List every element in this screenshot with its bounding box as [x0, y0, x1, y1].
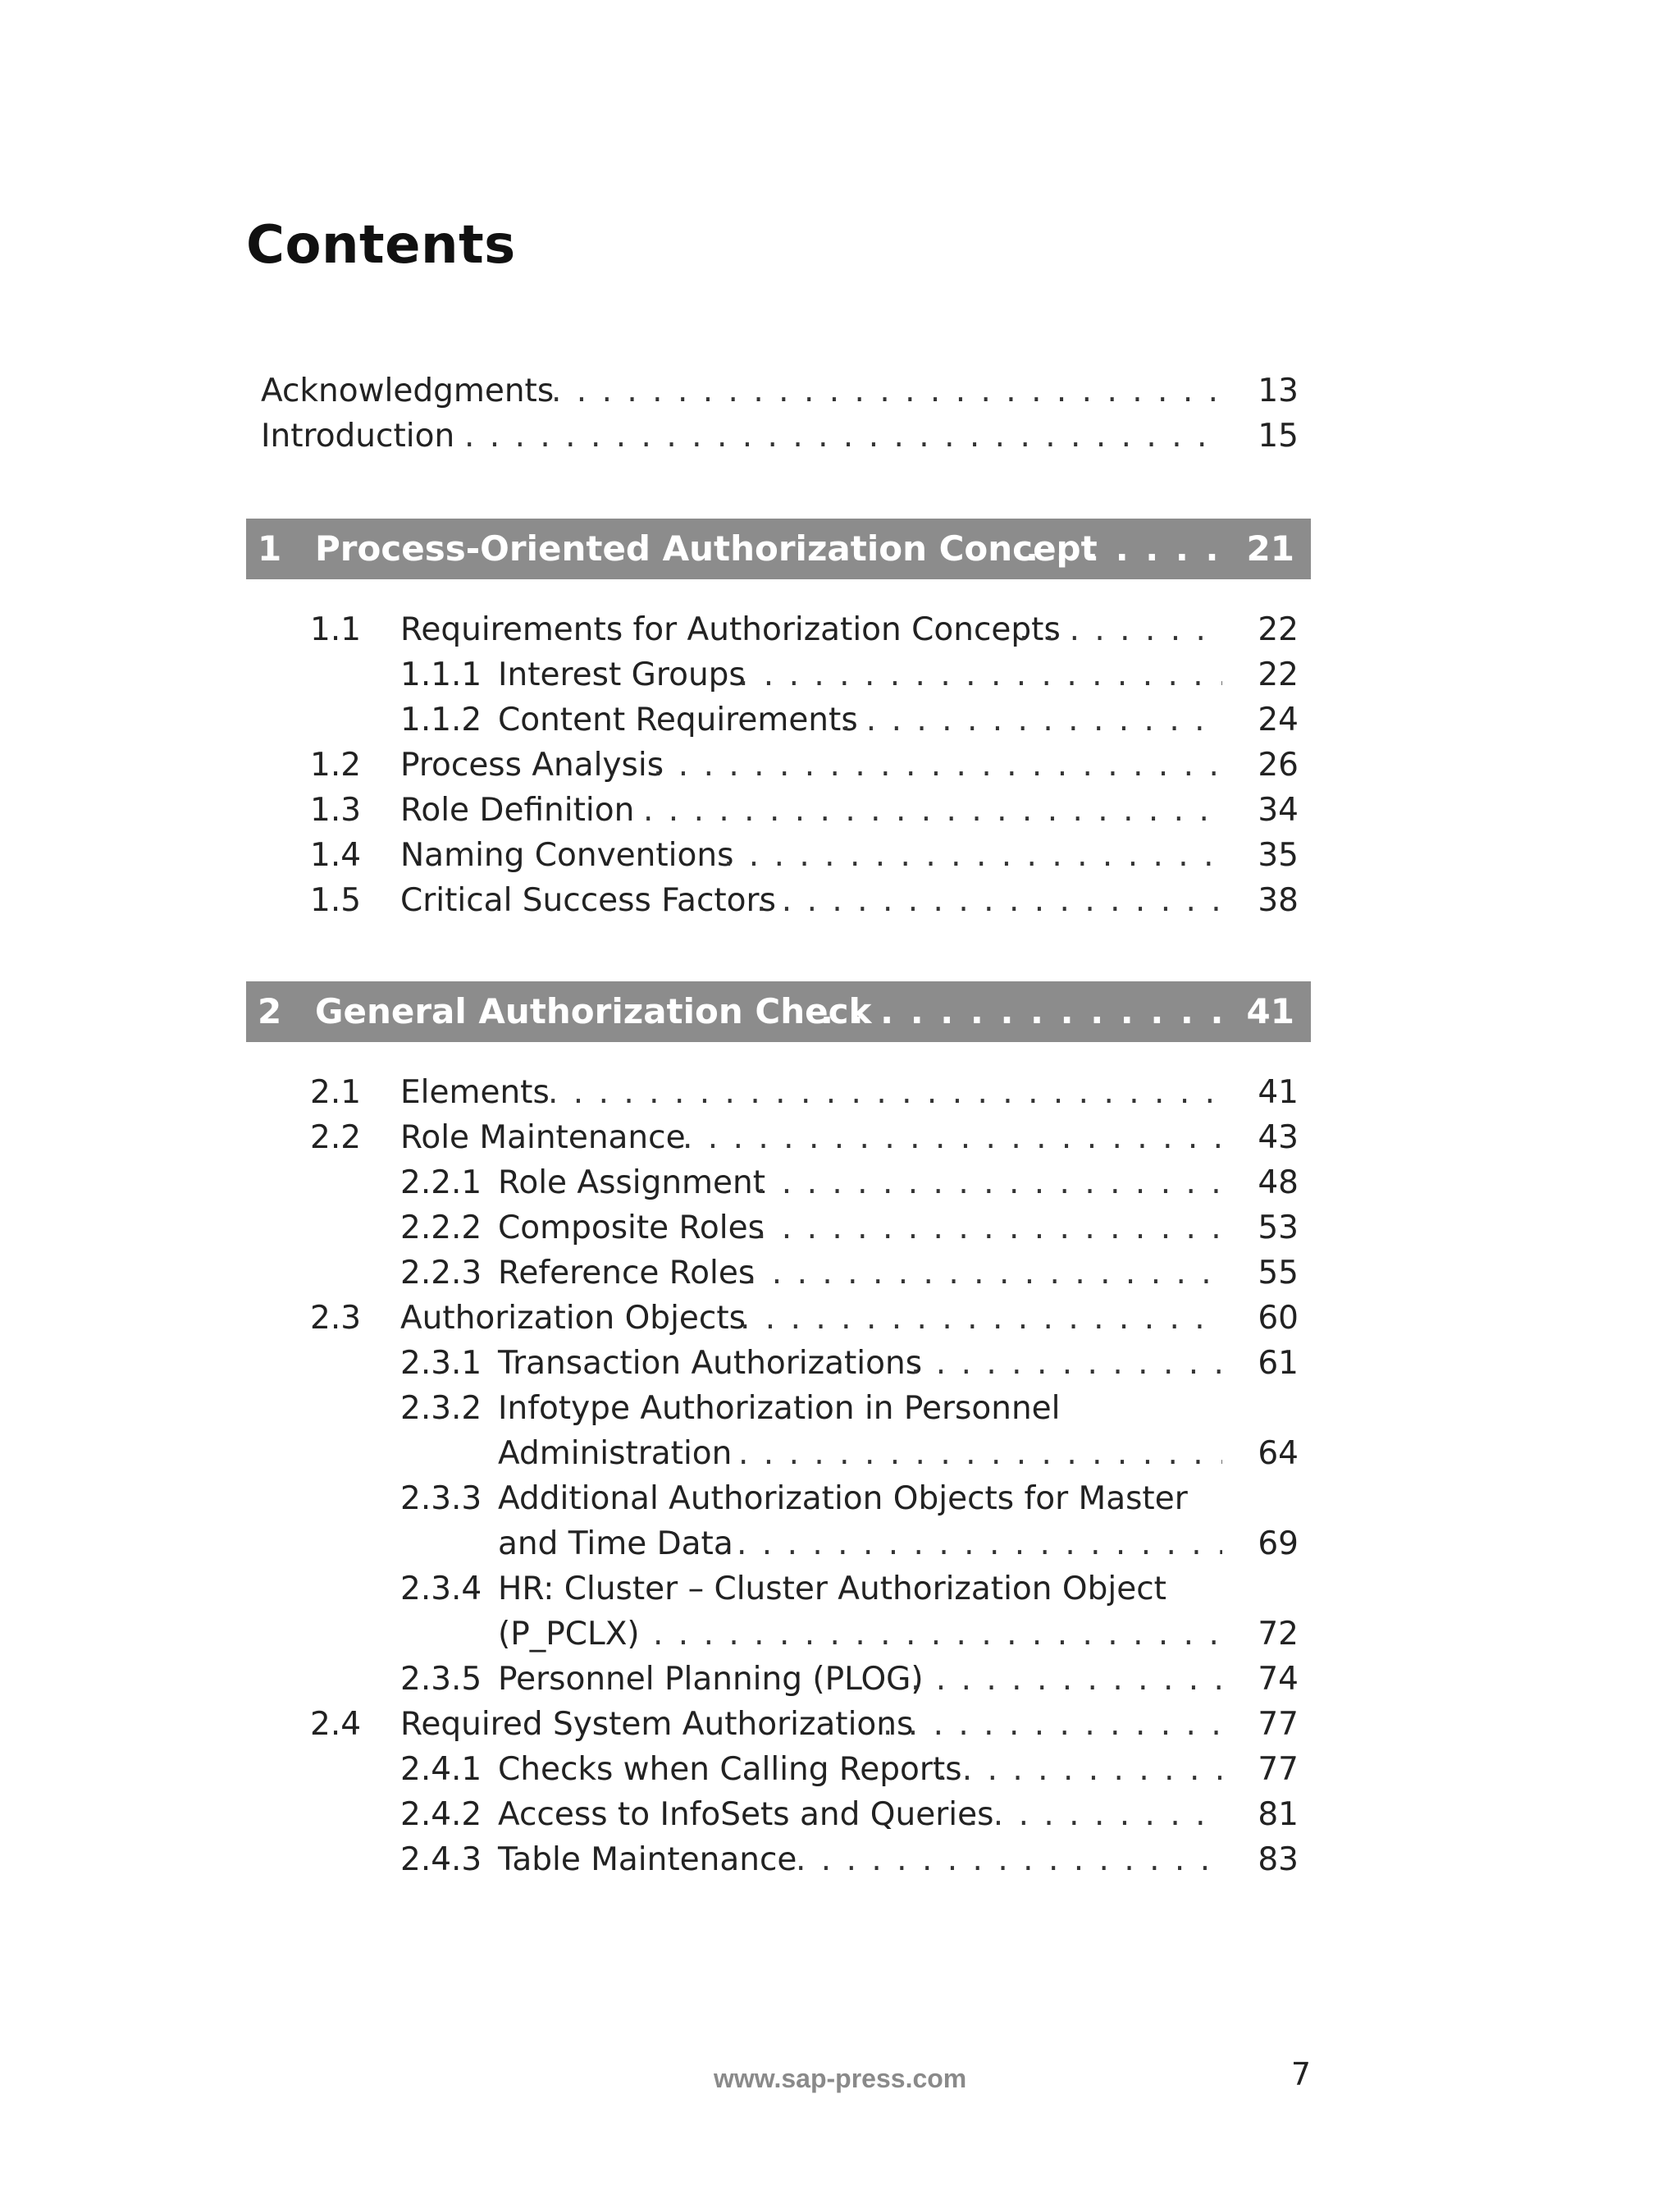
subsection-page: 74: [1258, 1661, 1299, 1698]
toc-entry[interactable]: [0, 1071, 1680, 1115]
leader-dots: [911, 1342, 1222, 1386]
subsection-number: 2.2.2: [400, 1209, 482, 1246]
subsection-number: 2.3.1: [400, 1345, 482, 1382]
subsection-number: 2.3.2: [400, 1390, 482, 1427]
leader-dots: [1025, 519, 1222, 579]
subsection-label: Infotype Authorization in Personnel: [498, 1390, 1061, 1427]
leader-dots: [841, 698, 1222, 743]
section-page: 77: [1258, 1706, 1299, 1743]
subsection-label: Transaction Authorizations: [498, 1345, 923, 1382]
leader-dots: [746, 1251, 1222, 1296]
subsection-label: Access to InfoSets and Queries: [498, 1796, 994, 1833]
section-label: Process Analysis: [400, 747, 664, 784]
toc-entry-label: Acknowledgments: [261, 373, 555, 409]
toc-entry[interactable]: [0, 834, 1680, 878]
toc-entry[interactable]: [0, 1296, 1680, 1341]
section-page: 34: [1258, 792, 1299, 829]
page-title: Contents: [246, 215, 516, 276]
subsection-page: 53: [1258, 1209, 1299, 1246]
leader-dots: [464, 414, 1222, 459]
leader-dots: [911, 1657, 1222, 1702]
section-label: Elements: [400, 1074, 550, 1111]
subsection-label: Checks when Calling Reports: [498, 1751, 962, 1788]
leader-dots: [796, 1838, 1222, 1882]
toc-entry-page: 13: [1258, 373, 1299, 409]
leader-dots: [820, 981, 1222, 1042]
subsection-number: 2.3.3: [400, 1480, 482, 1517]
subsection-number: 2.2.1: [400, 1164, 482, 1201]
chapter-page: 21: [1246, 528, 1294, 569]
subsection-page: 61: [1258, 1345, 1299, 1382]
toc-entry-acknowledgments[interactable]: [0, 369, 1680, 414]
leader-dots: [937, 1748, 1222, 1792]
subsection-number: 1.1.1: [400, 656, 482, 693]
toc-entry[interactable]: [0, 1342, 1680, 1386]
leader-dots: [643, 789, 1222, 833]
section-number: 2.2: [310, 1119, 362, 1156]
leader-dots: [653, 743, 1222, 788]
toc-entry[interactable]: [0, 1161, 1680, 1205]
toc-entry[interactable]: [0, 1477, 1680, 1521]
section-number: 2.4: [310, 1706, 362, 1743]
toc-entry[interactable]: [0, 879, 1680, 923]
toc-entry-page: 15: [1258, 418, 1299, 455]
chapter-page: 41: [1246, 991, 1294, 1031]
subsection-label: Composite Roles: [498, 1209, 765, 1246]
section-label: Role Definition: [400, 792, 635, 829]
subsection-label: Additional Authorization Objects for Master: [498, 1480, 1188, 1517]
subsection-label: Role Assignment: [498, 1164, 766, 1201]
section-number: 2.1: [310, 1074, 362, 1111]
section-number: 1.4: [310, 837, 362, 874]
subsection-label-continued: Administration: [498, 1435, 733, 1472]
section-page: 43: [1258, 1119, 1299, 1156]
section-number: 1.2: [310, 747, 362, 784]
subsection-page: 48: [1258, 1164, 1299, 1201]
leader-dots: [756, 1206, 1222, 1250]
leader-dots: [737, 1522, 1222, 1566]
subsection-number: 2.4.3: [400, 1841, 482, 1878]
subsection-label-continued: and Time Data: [498, 1525, 733, 1562]
leader-dots: [724, 834, 1222, 878]
section-page: 35: [1258, 837, 1299, 874]
section-label: Authorization Objects: [400, 1300, 746, 1337]
leader-dots: [1019, 608, 1222, 652]
section-number: 1.1: [310, 611, 362, 648]
chapter-heading-1[interactable]: [246, 519, 1311, 579]
chapter-number: 2: [258, 991, 282, 1031]
section-page: 26: [1258, 747, 1299, 784]
section-label: Role Maintenance: [400, 1119, 686, 1156]
subsection-number: 2.3.5: [400, 1661, 482, 1698]
toc-entry[interactable]: [0, 1657, 1680, 1702]
toc-entry[interactable]: [0, 1703, 1680, 1747]
subsection-page: 72: [1258, 1616, 1299, 1653]
leader-dots: [968, 1793, 1222, 1837]
subsection-number: 2.4.2: [400, 1796, 482, 1833]
toc-entry[interactable]: [0, 743, 1680, 788]
chapter-number: 1: [258, 528, 282, 569]
chapter-title: General Authorization Check: [315, 991, 872, 1031]
toc-entry-continuation[interactable]: [0, 1612, 1680, 1657]
section-page: 41: [1258, 1074, 1299, 1111]
subsection-label: Reference Roles: [498, 1255, 756, 1292]
subsection-page: 77: [1258, 1751, 1299, 1788]
subsection-label: Personnel Planning (PLOG): [498, 1661, 924, 1698]
toc-entry[interactable]: [0, 1838, 1680, 1882]
page-number: 7: [1290, 2056, 1311, 2092]
toc-entry[interactable]: [0, 1793, 1680, 1837]
toc-entry-continuation[interactable]: [0, 1432, 1680, 1476]
subsection-page: 81: [1258, 1796, 1299, 1833]
subsection-page: 69: [1258, 1525, 1299, 1562]
subsection-label: Interest Groups: [498, 656, 746, 693]
toc-entry[interactable]: [0, 653, 1680, 697]
toc-entry[interactable]: [0, 1567, 1680, 1612]
leader-dots: [653, 1612, 1222, 1657]
section-number: 2.3: [310, 1300, 362, 1337]
chapter-title: Process-Oriented Authorization Concept: [315, 528, 1098, 569]
section-label: Critical Success Factors: [400, 882, 776, 919]
subsection-page: 64: [1258, 1435, 1299, 1472]
subsection-number: 1.1.2: [400, 702, 482, 738]
subsection-number: 2.3.4: [400, 1570, 482, 1607]
toc-entry[interactable]: [0, 1251, 1680, 1296]
leader-dots: [738, 1432, 1222, 1476]
section-number: 1.3: [310, 792, 362, 829]
section-label: Required System Authorizations: [400, 1706, 914, 1743]
leader-dots: [740, 1296, 1222, 1341]
subsection-label-continued: (P_PCLX): [498, 1616, 640, 1653]
subsection-number: 2.2.3: [400, 1255, 482, 1292]
subsection-page: 83: [1258, 1841, 1299, 1878]
subsection-page: 55: [1258, 1255, 1299, 1292]
toc-entry[interactable]: [0, 789, 1680, 833]
subsection-page: 24: [1258, 702, 1299, 738]
leader-dots: [548, 1071, 1222, 1115]
leader-dots: [883, 1703, 1222, 1747]
footer-url-text[interactable]: www.sap-press.com: [714, 2064, 967, 2093]
toc-entry-continuation[interactable]: [0, 1522, 1680, 1566]
toc-entry[interactable]: [0, 1116, 1680, 1160]
toc-entry[interactable]: [0, 698, 1680, 743]
section-page: 60: [1258, 1300, 1299, 1337]
section-page: 22: [1258, 611, 1299, 648]
section-page: 38: [1258, 882, 1299, 919]
leader-dots: [756, 879, 1222, 923]
subsection-number: 2.4.1: [400, 1751, 482, 1788]
toc-entry-introduction[interactable]: [0, 414, 1680, 459]
leader-dots: [551, 369, 1222, 414]
section-label: Requirements for Authorization Concepts: [400, 611, 1061, 648]
leader-dots: [756, 1161, 1222, 1205]
subsection-label: Table Maintenance: [498, 1841, 797, 1878]
toc-entry-label: Introduction: [261, 418, 455, 455]
subsection-page: 22: [1258, 656, 1299, 693]
section-number: 1.5: [310, 882, 362, 919]
leader-dots: [738, 653, 1222, 697]
toc-entry[interactable]: [0, 1387, 1680, 1431]
chapter-heading-2[interactable]: [246, 981, 1311, 1042]
subsection-label: Content Requirements: [498, 702, 858, 738]
toc-entry[interactable]: [0, 608, 1680, 652]
toc-entry[interactable]: [0, 1748, 1680, 1792]
section-label: Naming Conventions: [400, 837, 734, 874]
leader-dots: [682, 1116, 1222, 1160]
toc-entry[interactable]: [0, 1206, 1680, 1250]
subsection-label: HR: Cluster – Cluster Authorization Object: [498, 1570, 1166, 1607]
